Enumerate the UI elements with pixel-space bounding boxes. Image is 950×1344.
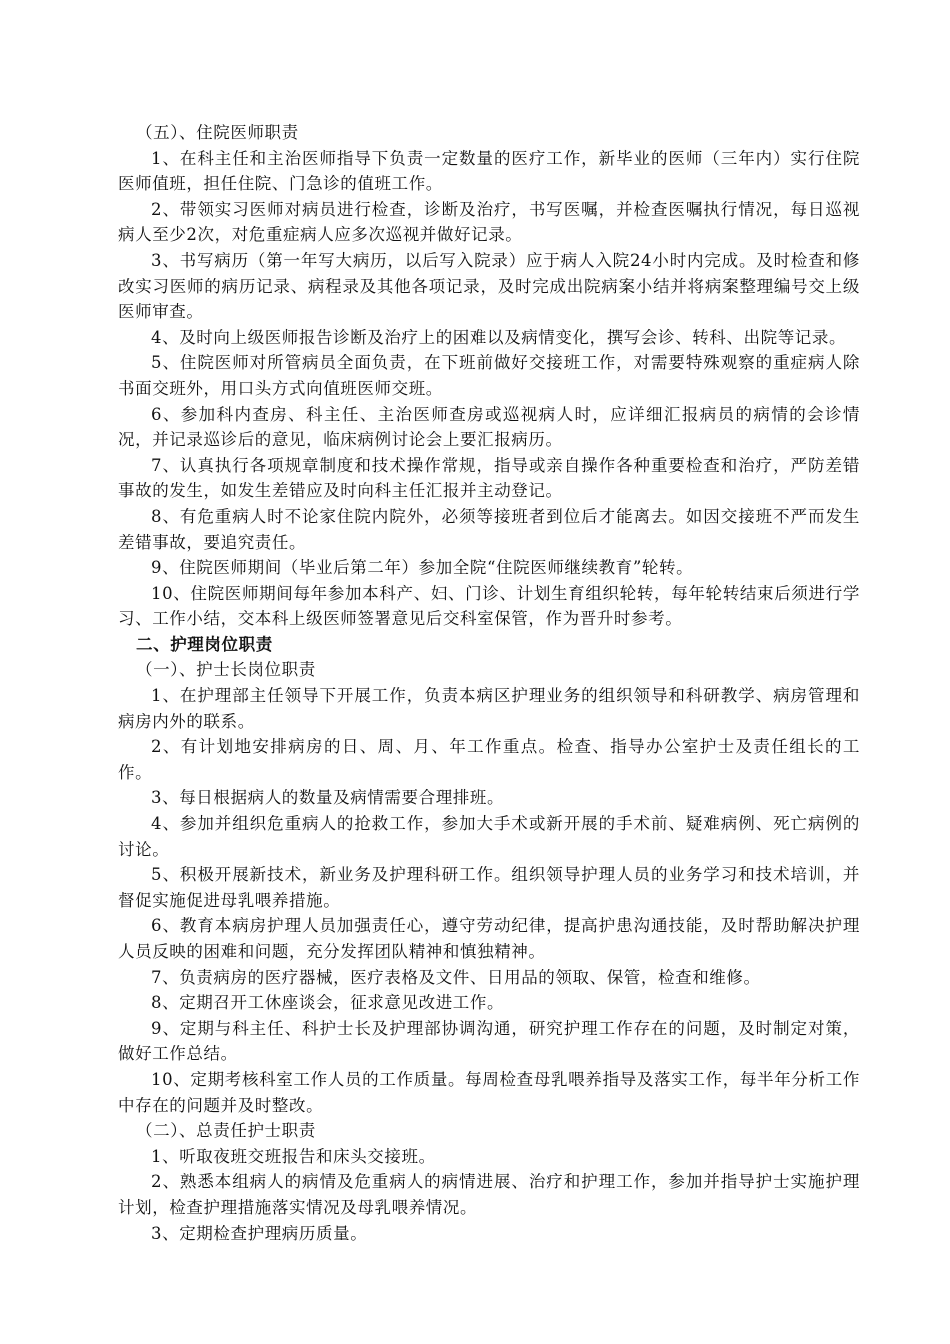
paragraph: 10、定期考核科室工作人员的工作质量。每周检查母乳喂养指导及落实工作，每半年分析工作中存在的问题并及时整改。 [118, 1069, 860, 1115]
subsection-heading: （一）、护士长岗位职责 [136, 660, 316, 680]
paragraph: 8、定期召开工休座谈会，征求意见改进工作。 [151, 993, 505, 1013]
paragraph: 2、有计划地安排病房的日、周、月、年工作重点。检查、指导办公室护士及责任组长的工作。 [118, 737, 860, 782]
paragraph: 9、定期与科主任、科护士长及护理部协调沟通，研究护理工作存在的问题，及时制定对策，做好工作总结。 [118, 1018, 860, 1064]
paragraph: 8、有危重病人时不论家住院内院外，必须等接班者到位后才能离去。如因交接班不严而发生差错事故，要追究责任。 [118, 506, 860, 552]
paragraph: 1、在科主任和主治医师指导下负责一定数量的医疗工作，新毕业的医师（三年内）实行住院医师值班，担任住院、门急诊的值班工作。 [118, 148, 860, 194]
paragraph: 7、负责病房的医疗器械，医疗表格及文件、日用品的领取、保管，检查和维修。 [151, 967, 761, 987]
paragraph: 6、教育本病房护理人员加强责任心，遵守劳动纪律，提高护患沟通技能，及时帮助解决护理人员反映的困难和问题，充分发挥团队精神和慎独精神。 [118, 916, 860, 961]
paragraph: 9、住院医师期间（毕业后第二年）参加全院“住院医师继续教育”轮转。 [151, 558, 694, 578]
paragraph: 7、认真执行各项规章制度和技术操作常规，指导或亲自操作各种重要检查和治疗，严防差错事故的发生，如发生差错应及时向科主任汇报并主动登记。 [118, 455, 860, 501]
paragraph: 4、及时向上级医师报告诊断及治疗上的困难以及病情变化，撰写会诊、转科、出院等记录。 [151, 327, 847, 347]
paragraph: 4、参加并组织危重病人的抢救工作，参加大手术或新开展的手术前、疑难病例、死亡病例的讨论。 [118, 814, 860, 859]
paragraph: 2、带领实习医师对病员进行检查，诊断及治疗，书写医嘱，并检查医嘱执行情况，每日巡视病人至少2次，对危重症病人应多次巡视并做好记录。 [118, 199, 860, 245]
paragraph: 3、定期检查护理病历质量。 [151, 1223, 368, 1243]
paragraph: 10、住院医师期间每年参加本科产、妇、门诊、计划生育组织轮转，每年轮转结束后须进行学习、工作小结，交本科上级医师签署意见后交科室保管，作为晋升时参考。 [118, 583, 860, 629]
paragraph: 5、住院医师对所管病员全面负责，在下班前做好交接班工作，对需要特殊观察的重症病人除书面交班外，用口头方式向值班医师交班。 [118, 353, 860, 398]
document-body [118, 120, 860, 1246]
paragraph: 3、书写病历（第一年写大病历，以后写入院录）应于病人入院24小时内完成。及时检查和修改实习医师的病历记录、病程录及其他各项记录，及时完成出院病案小结并将病案整理编号交上级医师审查。 [118, 250, 860, 322]
paragraph: 3、每日根据病人的数量及病情需要合理排班。 [151, 788, 505, 808]
paragraph: 1、在护理部主任领导下开展工作，负责本病区护理业务的组织领导和科研教学、病房管理和病房内外的联系。 [118, 686, 860, 731]
section-heading: 二、护理岗位职责 [136, 634, 273, 654]
paragraph: 2、熟悉本组病人的病情及危重病人的病情进展、治疗和护理工作，参加并指导护士实施护理计划，检查护理措施落实情况及母乳喂养情况。 [118, 1172, 860, 1217]
subsection-heading: （五）、住院医师职责 [136, 123, 299, 142]
paragraph: 5、积极开展新技术，新业务及护理科研工作。组织领导护理人员的业务学习和技术培训，并督促实施促进母乳喂养措施。 [118, 865, 860, 910]
paragraph: 6、参加科内查房、科主任、主治医师查房或巡视病人时，应详细汇报病员的病情的会诊情况，并记录巡诊后的意见，临床病例讨论会上要汇报病历。 [118, 404, 860, 450]
subsection-heading: （二）、总责任护士职责 [136, 1121, 316, 1141]
paragraph: 1、听取夜班交班报告和床头交接班。 [151, 1146, 436, 1166]
